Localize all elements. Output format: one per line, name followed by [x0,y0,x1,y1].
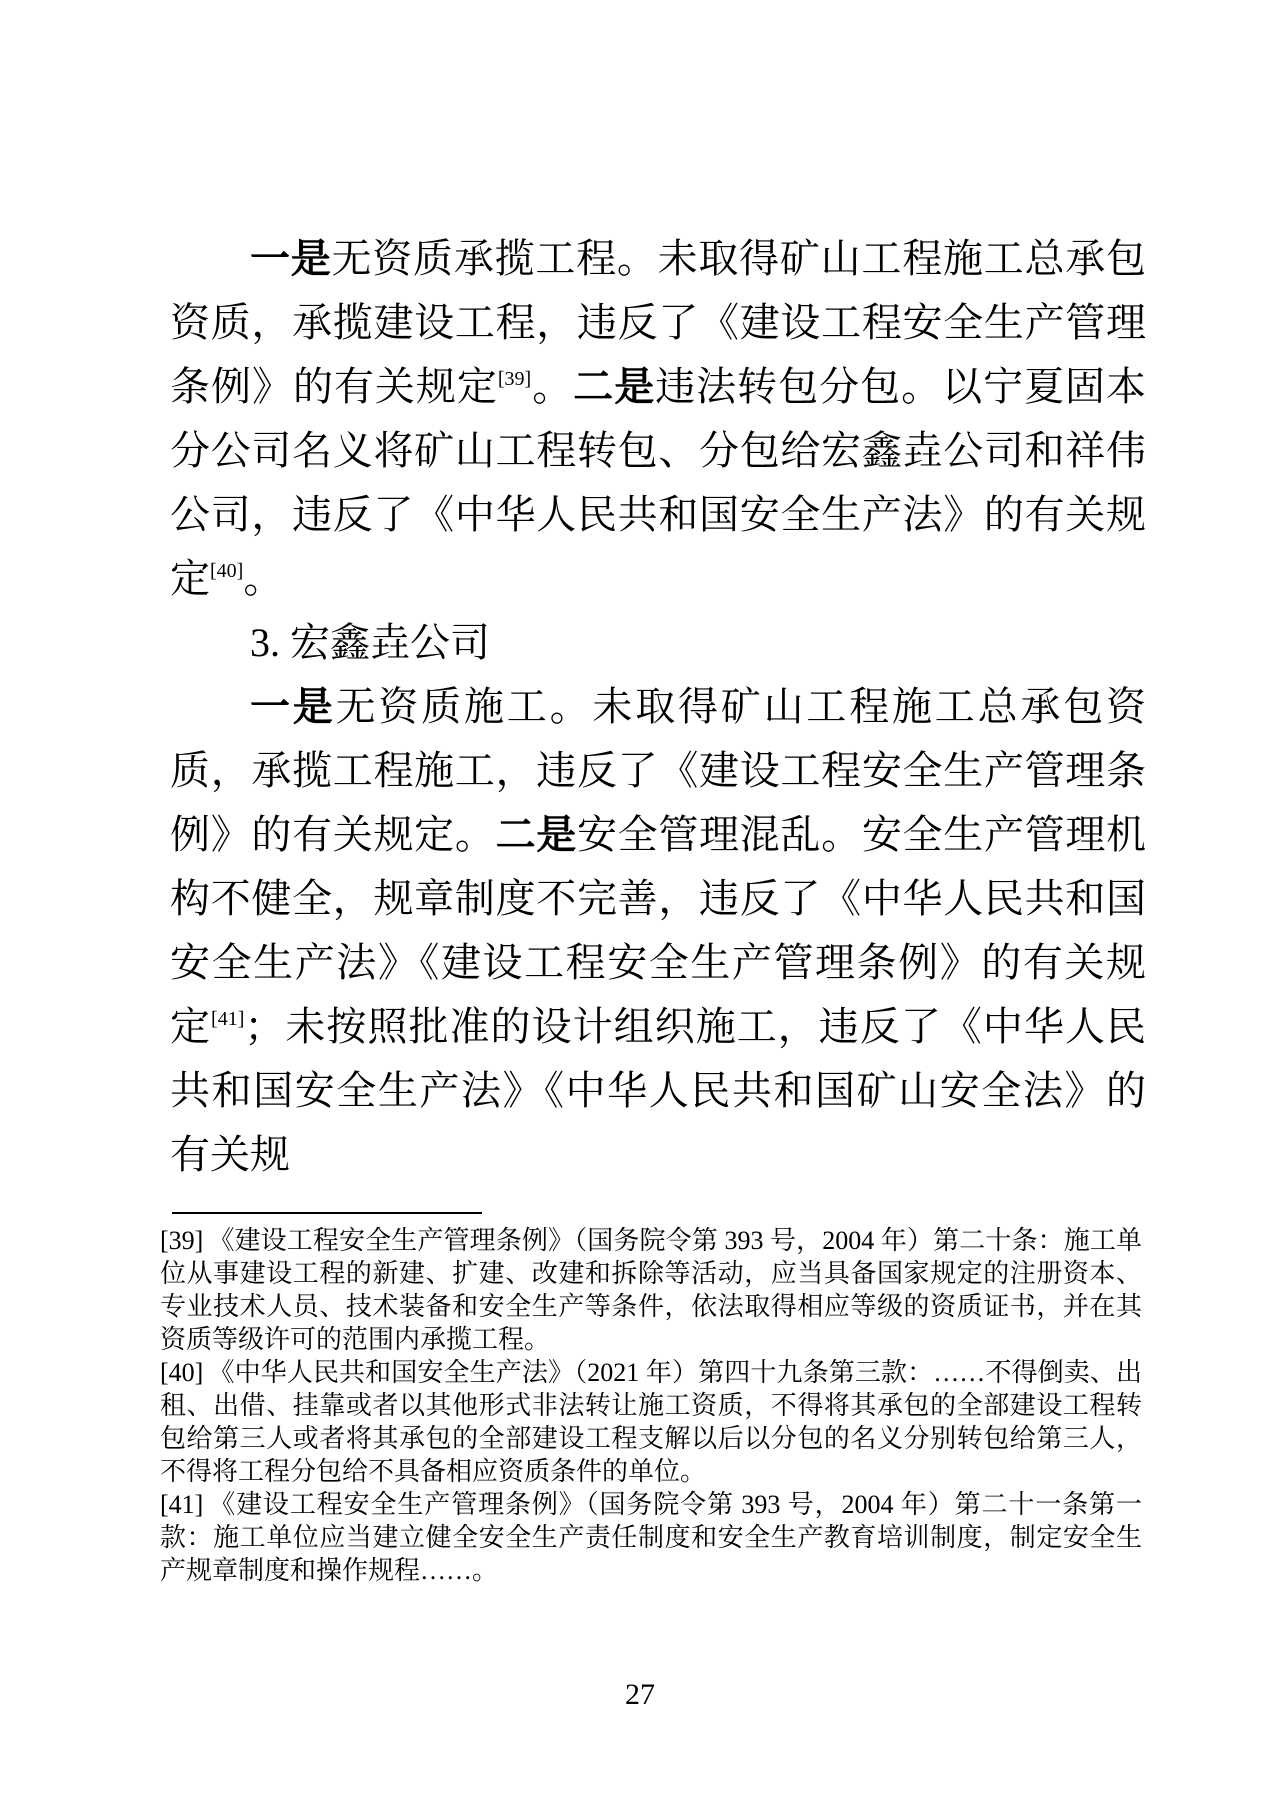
emphasis-run: 二是 [573,364,656,409]
text-run: 安全管理混乱。安全生产管理机构不健全，规章制度不完善，违反了《中华人民共和国安全生产法》《建设工程安全生产管理条例》的有关规定 [170,812,1147,1049]
text-run: 。 [531,364,574,409]
footnote-item [160,1356,1142,1488]
footnotes-section [160,1224,1142,1587]
footnote-item [160,1488,1142,1587]
emphasis-run: 一是 [250,684,336,729]
footnote-marker: [39] [160,1226,204,1255]
text-run: ；未按照批准的设计组织施工，违反了《中华人民共和国安全生产法》《中华人民共和国矿山安全法》的有关规 [170,1004,1147,1177]
footnote-ref: [40] [210,560,244,582]
text-run: 违法转包分包。以宁夏固本分公司名义将矿山工程转包、分包给宏鑫垚公司和祥伟公司，违反了《中华人民共和国安全生产法》的有关规定 [170,364,1147,601]
body-paragraph [170,675,1146,1187]
footnote-marker: [41] [160,1490,204,1519]
text-run: 无资质承揽工程。未取得矿山工程施工总承包资质，承揽建设工程，违反了《建设工程安全生产管理条例》的有关规定 [170,236,1147,409]
footnote-item [160,1224,1142,1356]
page-number: 27 [625,1678,655,1711]
footnote-separator [172,1212,482,1214]
footnote-marker: [40] [160,1358,204,1387]
body-paragraph [170,227,1146,611]
document-body [170,227,1146,1187]
text-run: 。 [243,556,284,601]
section-heading [170,611,1146,675]
text-run: 3. 宏鑫垚公司 [250,620,490,665]
text-run: 无资质施工。未取得矿山工程施工总承包资质，承揽工程施工，违反了《建设工程安全生产管理条例》的有关规定。 [170,684,1147,857]
emphasis-run: 二是 [495,812,577,857]
footnote-ref: [41] [211,1008,245,1030]
emphasis-run: 一是 [250,236,332,281]
footnote-ref: [39] [497,368,532,390]
footnote-text: 《中华人民共和国安全生产法》（2021 年）第四十九条第三款：……不得倒卖、出租、出借、挂靠或者以其他形式非法转让施工资质，不得将其承包的全部建设工程转包给第三人或者将其承包的全部建设工程支解以后以分包的名义分别转包给第三人，不得将工程分包给不具备相应资质条件的单位。 [160,1358,1142,1486]
footnote-text: 《建设工程安全生产管理条例》（国务院令第 393 号，2004 年）第二十条：施工单位从事建设工程的新建、扩建、改建和拆除等活动，应当具备国家规定的注册资本、专业技术人员、技术装备和安全生产等条件，依法取得相应等级的资质证书，并在其资质等级许可的范围内承揽工程。 [160,1226,1142,1354]
footnote-text: 《建设工程安全生产管理条例》（国务院令第 393 号，2004 年）第二十一条第一款：施工单位应当建立健全安全生产责任制度和安全生产教育培训制度，制定安全生产规章制度和操作规程……。 [160,1490,1142,1585]
